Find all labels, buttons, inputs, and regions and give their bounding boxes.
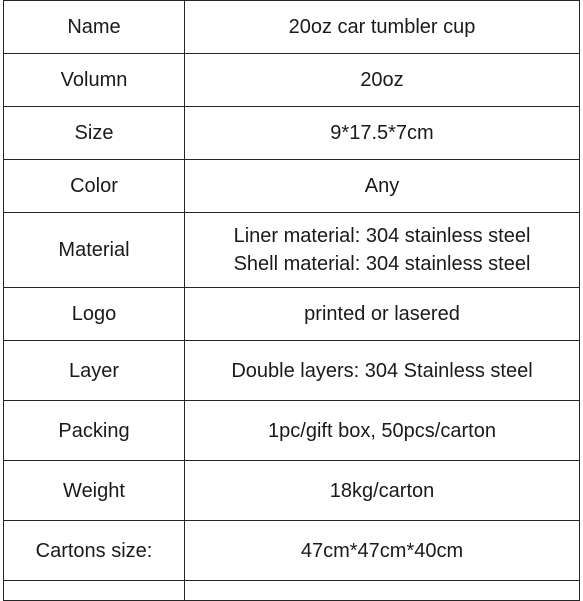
table-row-size [4,107,580,160]
row-label: Packing [4,401,185,461]
table-row-color [4,160,580,213]
table-row-weight [4,461,580,521]
row-label: Cartons size: [4,521,185,581]
row-value: 9*17.5*7cm [185,107,580,160]
row-label: Name [4,1,185,54]
table-row-name [4,1,580,54]
row-value: Any [185,160,580,213]
table-row-layer [4,341,580,401]
row-label: Logo [4,288,185,341]
material-shell-line: Shell material: 304 stainless steel [233,253,531,275]
table-row-volumn [4,54,580,107]
table-row-material [4,213,580,288]
row-label: Layer [4,341,185,401]
row-value: 1pc/gift box, 50pcs/carton [185,401,580,461]
row-value: 47cm*47cm*40cm [185,521,580,581]
table-row-packing [4,401,580,461]
row-label: Material [4,213,185,288]
row-value: Double layers: 304 Stainless steel [185,341,580,401]
row-value: printed or lasered [185,288,580,341]
table-row-cartons-size [4,521,580,581]
row-value: 20oz [185,54,580,107]
row-label: Weight [4,461,185,521]
row-label: Size [4,107,185,160]
material-liner-line: Liner material: 304 stainless steel [233,225,531,247]
row-value [185,213,580,288]
row-value: 18kg/carton [185,461,580,521]
row-value: 20oz car tumbler cup [185,1,580,54]
row-label: Volumn [4,54,185,107]
table-row-logo [4,288,580,341]
spec-table [3,0,580,601]
row-label: Color [4,160,185,213]
